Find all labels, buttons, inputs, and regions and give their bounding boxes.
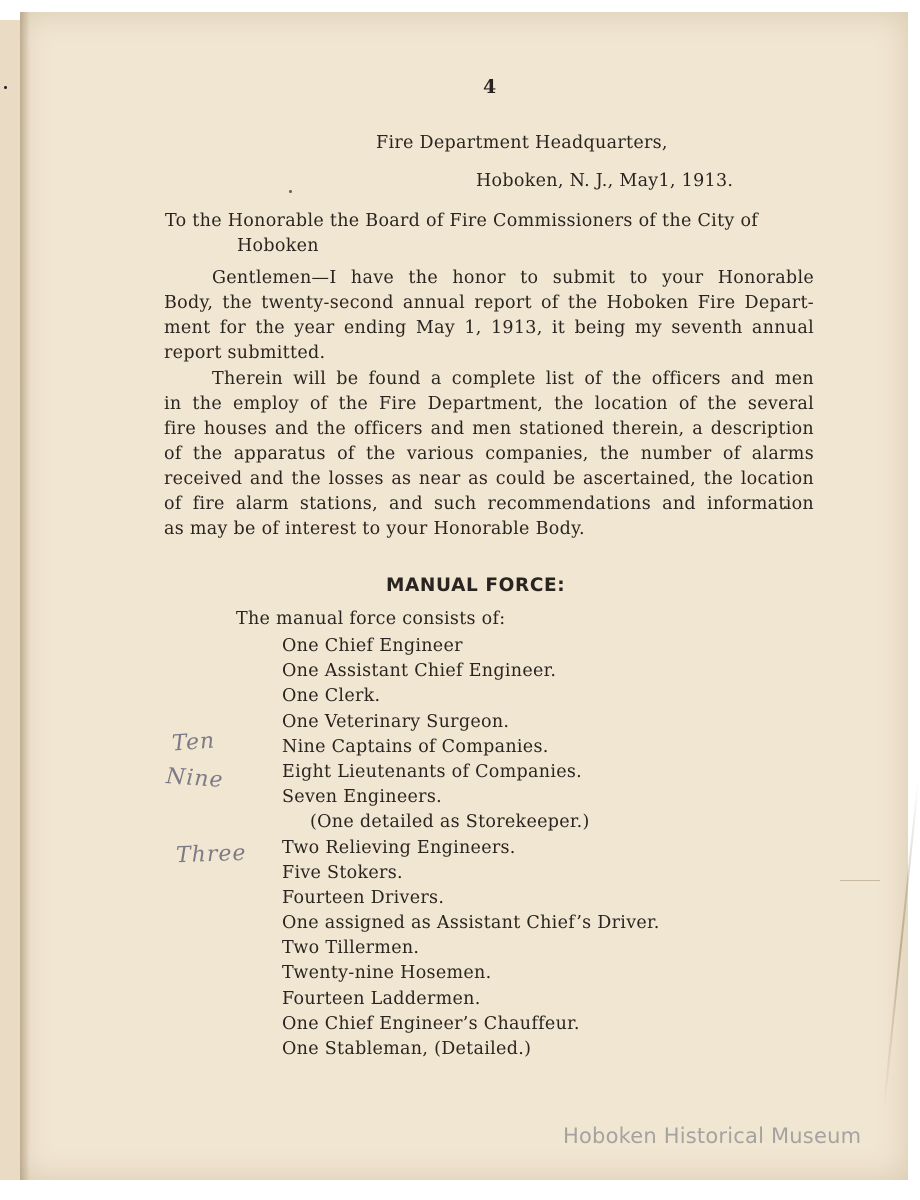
- list-item: One Chief Engineer’s Chauffeur.: [282, 1013, 580, 1034]
- handwritten-note: Nine: [165, 764, 225, 793]
- paper-speck: [4, 86, 7, 89]
- salutation-line: To the Honorable the Board of Fire Commissioners of the City of: [165, 211, 759, 231]
- salutation-continuation: Hoboken: [237, 236, 319, 256]
- paragraph-line: Body, the twenty-second annual report of the Hoboken Fire Depart-: [164, 293, 814, 313]
- list-item: Fourteen Drivers.: [282, 887, 445, 908]
- list-item: One Clerk.: [282, 686, 381, 707]
- list-item: Two Relieving Engineers.: [282, 837, 516, 858]
- list-item: (One detailed as Storekeeper.): [310, 812, 590, 833]
- paragraph-line: Therein will be found a complete list of the officers and men: [212, 369, 814, 389]
- date-line: Hoboken, N. J., May1, 1913.: [476, 171, 734, 191]
- paragraph-line: of the apparatus of the various companies, the number of alarms: [164, 444, 814, 464]
- manual-force-heading: MANUAL FORCE:: [386, 575, 566, 596]
- page-number: 4: [483, 76, 497, 98]
- list-item: Twenty-nine Hosemen.: [282, 963, 492, 984]
- paragraph-line: ment for the year ending May 1, 1913, it being my seventh annual: [164, 318, 814, 338]
- paragraph-line: report submitted.: [164, 343, 326, 363]
- paragraph-line: Gentlemen—I have the honor to submit to your Honorable: [212, 268, 814, 288]
- headquarters-line: Fire Department Headquarters,: [376, 133, 668, 153]
- list-item: Seven Engineers.: [282, 787, 442, 808]
- paper-speck: [289, 190, 292, 193]
- manual-force-list: [282, 634, 660, 1062]
- list-item: One Assistant Chief Engineer.: [282, 661, 557, 682]
- spine-shadow: [20, 12, 30, 1180]
- paragraph-line: as may be of interest to your Honorable Body.: [164, 519, 585, 539]
- handwritten-note: Ten: [171, 728, 216, 757]
- manual-force-intro: The manual force consists of:: [236, 609, 506, 629]
- list-item: Fourteen Laddermen.: [282, 988, 481, 1009]
- intro-paragraph: [164, 266, 814, 366]
- paper-crease-tick: [840, 880, 880, 881]
- list-item: One Chief Engineer: [282, 636, 463, 656]
- list-item: Five Stokers.: [282, 862, 403, 883]
- museum-watermark: Hoboken Historical Museum: [563, 1124, 862, 1148]
- list-item: Two Tillermen.: [282, 938, 420, 959]
- list-item: One Stableman, (Detailed.): [282, 1039, 532, 1059]
- paragraph-line: fire houses and the officers and men stationed therein, a description: [164, 419, 814, 439]
- list-item: One Veterinary Surgeon.: [282, 711, 510, 732]
- paragraph-line: of fire alarm stations, and such recommendations and information: [164, 494, 814, 514]
- handwritten-note: Three: [175, 840, 247, 869]
- list-item: One assigned as Assistant Chief’s Driver.: [282, 913, 660, 934]
- paragraph-line: in the employ of the Fire Department, the location of the several: [164, 394, 814, 414]
- list-item: Eight Lieutenants of Companies.: [282, 761, 583, 782]
- list-item: Nine Captains of Companies.: [282, 736, 549, 757]
- paragraph-line: received and the losses as near as could be ascertained, the location: [164, 469, 814, 489]
- contents-paragraph: [164, 367, 814, 542]
